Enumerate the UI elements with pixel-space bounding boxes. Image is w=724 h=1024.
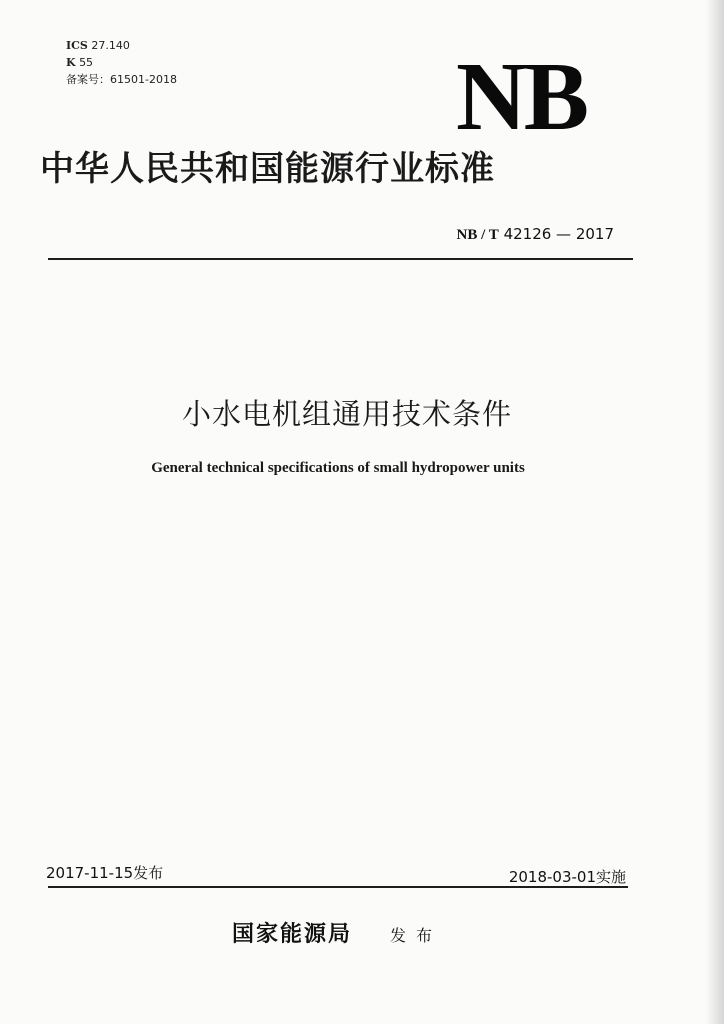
document-title-chinese: 小水电机组通用技术条件: [181, 397, 512, 431]
issue-date: 2017-11-15发布: [46, 864, 164, 882]
document-title-english: General technical specifications of small hydropower units: [151, 460, 525, 476]
standard-number-value: 42126 — 2017: [503, 225, 614, 243]
publish-label: 发布: [390, 926, 443, 945]
top-divider: [48, 258, 633, 260]
bottom-divider: [48, 886, 628, 888]
record-value: 61501-2018: [110, 73, 177, 86]
ics-code: [66, 37, 177, 54]
classification-info: [66, 37, 177, 88]
standard-category-title: 中华人民共和国能源行业标准: [40, 149, 495, 189]
standard-number: [457, 225, 614, 244]
publisher: 国家能源局: [232, 921, 353, 947]
standard-number-prefix: NB / T: [456, 227, 499, 243]
record-label: 备案号：: [66, 73, 110, 86]
record-number: [66, 71, 177, 88]
implementation-date: 2018-03-01实施: [508, 868, 626, 886]
class-value: 55: [79, 56, 94, 69]
class-label: K: [66, 56, 76, 69]
nb-logo: NB: [456, 43, 587, 151]
class-code: [66, 54, 177, 71]
ics-value: 27.140: [91, 39, 130, 52]
ics-label: ICS: [66, 39, 88, 52]
